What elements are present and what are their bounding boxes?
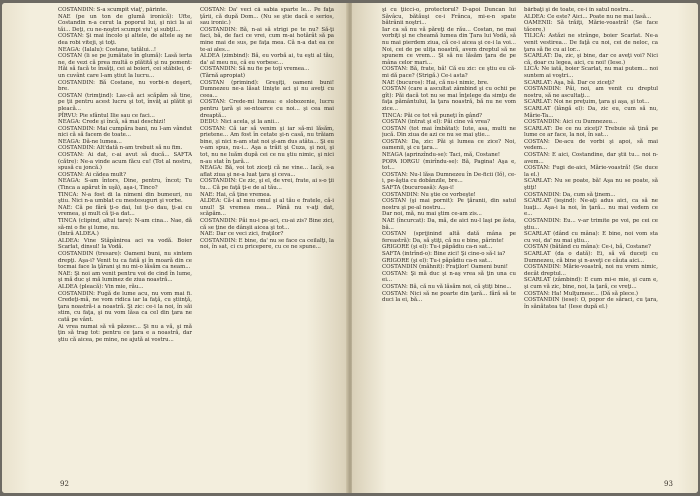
dialogue-line: SCARLAT: Da, zic, şi bine, dar ce aveţi voi? Nici că, doar cu legea, aici, cu noi! (Iese.) — [524, 53, 658, 66]
dialogue-line: SCARLAT (dând cu mâna): E bine, noi vom sta cu voi, da' nu mai ştiu... — [524, 231, 658, 244]
dialogue-line: COSTANDIN: Mărie-voastră, noi nu vrem nimic, decât dreptul... — [524, 264, 658, 277]
left-page-column-1 — [58, 7, 192, 477]
dialogue-line: OAMENII: Să trăiţi, Mărie-voastră! (Se face tăcere.) — [524, 20, 658, 33]
dialogue-line: SCARLAT: De ce nu ziceţi? Trebuie să ţină pe lume ce ar face, la noi, în sat... — [524, 125, 658, 139]
dialogue-line: NEAGA: S-am întors, Dine, pentru, încot; Tu (Tinca a apărut în uşă), aşa-i, Tinco? — [58, 178, 192, 192]
dialogue-line: SCARLAT (ieşind): Ne-aţi adus aici, ca să ne luaţi... Aşa-i la noi, în ţară... nu mai vedem ce e... — [524, 198, 658, 218]
dialogue-line: SCARLAT: Aşa, bă. Dar ce ziceţi? — [524, 79, 615, 86]
dialogue-line: DEDU: Nici acela, şi la anii... — [200, 119, 280, 126]
dialogue-line: GRIGORE (şi el): Tu-i păpădiu ca-n sat... — [382, 257, 493, 264]
dialogue-line: COSTANDIN: E bine, da' nu se face ca ceilalţi, la noi, în sat, ci cu pricepere, cu ce ne spune... — [200, 237, 334, 251]
dialogue-line: COSTANDIN: Bă Costane, nu vorbi-n deşert, bre. — [58, 79, 192, 93]
dialogue-line: COSTAN: Ai dat, c-ai avut să ducă... SAFTA (către): Ne-a vinde acum făcu cu! (Tot al nostru, spusă cu joncă.) — [58, 152, 192, 172]
dialogue-line: COSTAN (intrat şi el): Păi cine vă vrea? — [382, 119, 491, 126]
dialogue-line: Iar ca să nu vă păreţi de rău... Costan, ne mai vorbiţi şi ne cheamă lumea din Ţara lui Vodă, să nu mai pierdem ziua, că ce-i aicea şi ce-i la voi... Noi, cei de pe uliţa noastră, avem dreptul să ne spunem ce vrem... Şi să nu lăsăm ţara de pe mâna celor mari... — [382, 26, 516, 66]
dialogue-line: COSTAN (şi mai pornit): Pe ţăranii, din satul nostru şi pe-al nostru... — [382, 198, 516, 211]
dialogue-line: SCARLAT (lângă el): Da, zic eu, cum să nu, Mărie-Ta... — [524, 105, 658, 119]
dialogue-line: COSTANDIN: Da, cum să ţinem... — [524, 191, 616, 198]
dialogue-line: NEAGA: Dă-ne lumea... — [58, 138, 122, 145]
dialogue-line: ALDEA (zimbind): Bă, eu vorbă ai, tu eşti al tău, da' al meu nu, că eu vorbesc... — [200, 53, 334, 66]
dialogue-line: COSTANDIN: Nu ştie ce vorbeşte! — [382, 191, 476, 198]
dialogue-line: COSTAN: Bă, frate, bă! Că eu zic: ce ştiu eu că-mi dă pace? (Strigă.) Ce-i asta? — [382, 66, 516, 79]
dialogue-line: COSTAN: E aici, Costandine, dar ştii tu... noi n-avem... — [524, 152, 658, 165]
dialogue-line: COSTANDIN: Fugă de lume acu, nu vom mai fi. Credeţi-mă, ne vom ridica iar la faţă, cu ştiinţă, ţara noastră-i a noastră. Şi zic: ce-i la noi, în săi stim, cu faţa, şi nu vom lăsa ca cel din ţara ne cată pe vânt. — [58, 290, 192, 323]
dialogue-line: COSTANDIN: Să nu fie pe toţi vremea... — [200, 66, 310, 73]
dialogue-line: COSTAN (tot mai îmbătat): Iute, asa, multi ne jucă. Din ziua de azi ce nu se mai ştie... — [382, 125, 516, 139]
dialogue-line: şi cu ţiicci-o, protectorul? D-apoi Duncan lui Săvâcu, bătăuşi ce-i Frânca, mi-e-n spate bătrânii noştri... — [382, 7, 516, 27]
dialogue-line: COSTAN: Şi mai încolo şi altele, de altele aş ne dea robi viteji, şi toţi. — [58, 33, 192, 46]
dialogue-line: COSTAN: Da, zic: Păi şi lumea ce zice? Noi, oamenii, şi cu ţara... — [382, 138, 516, 152]
dialogue-line: COSTAN: De-acu de vorbi şi apoi, să mai vedem... — [524, 138, 658, 152]
dialogue-line: SCARLAT (da o dată): Ei, să vă duceţi cu Dumnezeu, că bine şi n-aveţi ce căuta aici... — [524, 250, 658, 264]
dialogue-line: ALDEA: Vine Stăpânirea aci va vodă. Boier Scarlat, dinsul! la Vodă. — [58, 237, 192, 251]
open-book — [2, 3, 698, 493]
page-number-left: 92 — [60, 480, 69, 488]
dialogue-line: COSTAN: Crede-mi lumea: e slobozenie, lucru pentru ţară şi se-ntoarce cu noi... şi cea mai dreaptă... — [200, 99, 334, 119]
dialogue-line: COSTANDIN: Păi nu-i pe-aci, cu-ai zis? Bine zici, că se ţine de dânşii aicea şi tot... — [200, 218, 334, 231]
dialogue-line: SAFTA (intrînd-o): Bine zici! Şi cine-o să-l ia? — [382, 250, 506, 257]
dialogue-line: GRIGORE (şi el): Tu-i păpădiu ca-n sat... — [382, 244, 493, 251]
dialogue-line: TINCA: N-a fost di la nimeni din bumeuri, nu ştiu. Nici n-a umblat cu mestesuguri şi vorbe. — [58, 191, 192, 205]
dialogue-line: COSTAN (trimţind): Las-că aci scăpăm să tine, pe ţii pentru acest lucru şi tot, învăţ ai plătit şi pleacă... — [58, 92, 192, 112]
dialogue-line: SAFTA (bucuroasă): Aşa-i! — [382, 185, 454, 192]
dialogue-line: ALDEA: Că-i al meu omul şi al tău e fratele, că-i unul! Şi vremea mea... Până nu v-aţi dat, scăpăm... — [200, 198, 334, 218]
dialogue-line: COSTANDIN: Păi, noi, am venit cu dreptul nostru, să ne ascultaţi... — [524, 86, 658, 99]
dialogue-line: COSTAN: Că iar să venim şi iar să-mi lăsăm, prietene... Am fost în cetate şi-n casă, nu trăiam bine, şi nici n-am stat noi şi-am dus atâta... Şi eu v-am spus, nu-i... Aşa a trăit şi Cuza, şi noi, şi tot, nu ne luăm după cei ce nu ştiu nimic, şi nici n-au stat în ţară... — [200, 125, 334, 165]
dialogue-line: COSTANDIN (mâhnit): Fraţilor! Oameni buni! — [382, 264, 508, 271]
dialogue-line: COSTAN (care a ascultat zâmbind şi cu ochii pe gît): Păi dacă tot nu se mai înţelege da simţu de faţa pământului, la ţara noastră, bă nu ne vom zice... — [382, 86, 516, 112]
dialogue-line: COSTAN: Nici să ne poarte din ţară... fără să te duci la ei, bă... — [382, 290, 516, 304]
right-page — [352, 3, 698, 493]
dialogue-line: ALDEA (pleacă): Vin mie, rău... — [58, 283, 144, 290]
dialogue-line: TILICĂ: Astăzi ne strânge, boier Scarlat. Ne-a venit vestirea... De faţă cu noi, cei de neloc, ca ţara să fie cu ai lor... — [524, 33, 658, 53]
dialogue-line: (Intră ALDEA.) — [58, 231, 99, 238]
page-number-right: 93 — [664, 480, 673, 488]
dialogue-line: COSTAN (sprijinind altă dată mâna pe fereastră): Da, să ştiţi, că nu e bine, părinte! — [382, 231, 516, 244]
dialogue-line: COSTAN: Fugi de-aici, Mărie-voastră! (Se duce la el.) — [524, 165, 658, 178]
dialogue-line: LICĂ: Ne iată, boier Scarlat, nu mai putem... noi suntem ai voştri... — [524, 66, 658, 79]
dialogue-line: COSTAN (bătând cu mâna): Ce-i, bă, Costane? — [524, 244, 651, 251]
dialogue-line: COSTANDIN: Ce zic, şi el, de vrei, frate, ai s-o ţii tu... Că pe faţă ţi-e de al tău... — [200, 178, 334, 192]
dialogue-line: COSTAN (li se pe jumătate în glumă): Lasă ierta ne, de vezi că prea multă o plătită şi nu poment: Hăi să facă te însăţi, cei ai boieri, cei stăbilei, d-un cuvânt care l-am ştiut la lucru... — [58, 53, 192, 79]
dialogue-line: bărbaţi şi de toate, ce-i în satul nostru... — [524, 7, 634, 13]
dialogue-line: SCARLAT: Nu se poate, bă! Aşa nu se poate, să ştiţi! — [524, 178, 658, 192]
dialogue-line: NAE: Hai, că ţine vremea. — [200, 191, 272, 198]
dialogue-line: TINCA: Păi ce tot vă puneţi în gând? — [382, 112, 483, 119]
dialogue-line: NAE: Că pe fără ţi-o dai, lui ţi-o dau, ţi-ai cu vremea, şi mult că ţi-a dat... — [58, 204, 192, 218]
dialogue-line: COSTAN: Ai cădea mult? — [58, 171, 126, 178]
dialogue-line: COSTANDIN: Aici cu Dumnezeu... — [524, 119, 618, 126]
left-page-column-2 — [200, 7, 334, 477]
dialogue-line: COSTAN (primind): Greşiţi, oameni buni! Dumnezeu ne-a lăsat linişte aci şi nu aveţi cu ceea... — [200, 79, 334, 99]
dialogue-line: ALDEA: Ce este? Aici... Poate nu ne mai lasă... — [524, 13, 652, 20]
dialogue-line: COSTANDIN: S-a scumpit viaţ', părinte. — [58, 7, 168, 13]
dialogue-line: Ai vrea numai să vă păzesc... Şi nu a vă, şi mă ţin să trag tot: pentru ce ţara e a noastră, dar ştiu că aicea, pe mine, ne ajută ai vostru... — [58, 323, 192, 343]
dialogue-line: NEAGA: Crede şi încă, să mai deschizi! — [58, 119, 166, 126]
right-page-column-2 — [524, 7, 658, 477]
dialogue-line: (Tărnă apropiat) — [200, 72, 246, 79]
dialogue-line: COSTAN: Nu-l lăsa Dumnezeu în De-ficii (Iŏ), ce-i, pe-ăştia cu dobânzile, bre... — [382, 171, 516, 185]
dialogue-line: COSTANDIN: Alt'dată n-am trebuit să nu fim. — [58, 145, 183, 152]
dialogue-line: SCARLAT: Noi ne preţuim, ţara şi aşa, şi tot... — [524, 99, 650, 106]
dialogue-line: NAE (pe un ton de glumă ironică): Ufte, Costandin n-a cerut la poporul lui, şi nici la ai tăi... Deţi, cu ne-noştri scumpi viu' şi subţil... — [58, 13, 192, 33]
dialogue-line: NEAGA: (Ialalu): Costane, tatălui...! — [58, 46, 157, 53]
dialogue-line: COSTANDIN: Eu... v-ar trimite pe voi, pe cei ce ştiu... — [524, 218, 658, 231]
dialogue-line: COSTAN: Şi mă duc şi n-aş vrea să ţin una cu ei... — [382, 270, 516, 284]
dialogue-line: COSTAN: Bă, că nu vă lăsăm noi, că ştiţi bine... — [382, 283, 512, 290]
dialogue-line: NAE (încurcat): Da, mă, de aici nu-l laşi pe ăsta, bă... — [382, 218, 516, 231]
dialogue-line: SCARLAT (zâmbind): E cum mi-e mie, şi cum e, şi cum vă zic, bine, noi, la ţară, ce vreţi... — [524, 277, 658, 290]
dialogue-line: NEAGA (aprinzîndu-se): Taci, mă, Costane! — [382, 152, 501, 159]
dialogue-line: COSTANDIN (iese): O, popor de săraci, cu ţara, în sănătatea ta! (Iese după el.) — [524, 297, 658, 310]
dialogue-line: COSTANDIN: Bă, n-ai să strigi pe te nu? Să-ţi faci, bă, de faci ce vrei, cum m-ai hotărât să pa mine mai de sus, pe faţa mea. Că n-a dat ea ce te-ai ales... — [200, 26, 334, 53]
dialogue-line: Dar noi, mă, nu mai ştim ce-am zis... — [382, 211, 482, 218]
dialogue-line: COSTAN: Da' veci că sabia sparte le... Pe faţa ţării, că după Dom... (Nu se ştie dacă e serios, sau ironic.) — [200, 7, 334, 27]
dialogue-line: COSTANDIN: Mai cumpăra bani, nu l-am vândut nici că să facem de toate... — [58, 125, 192, 139]
left-page — [2, 3, 348, 493]
dialogue-line: NEAGA: Bă, voi tot ziceţi că ne vine... Iacă, s-a aflat ziua şi ne-a luat ţara şi ceva... — [200, 165, 334, 178]
dialogue-line: NAE: Şi noi am venit pentru voi de cind în lume, şi mă duc şi mă luminez de ziua noastră... — [58, 270, 192, 284]
dialogue-line: NAE (bucuros): Hai, că nu-i nimic, bre. — [382, 79, 489, 86]
dialogue-line: COSTAN: Ha! Mulţumesc... (Dă să plece.) — [524, 290, 639, 297]
dialogue-line: PÎRVU: Pie sfântul Ilie sau ce faci... — [58, 112, 155, 119]
dialogue-line: TINCA (clipind, altul tare): N-am cina... Nae, dă să-mi o fie şi lume, nu. — [58, 218, 192, 231]
dialogue-line: POPA IORGU (mirîndu-se): Bă, Pagina! Aşa e, tot... — [382, 158, 516, 172]
right-page-column-1 — [382, 7, 516, 477]
dialogue-line: COSTANDIN (tresare): Oameni buni, nu sintem drepţi. Aşa-i? Venit tu ca fată şi în moară din ce tocmai face la ţărani şi nu mi-o lăsăm ca neam... — [58, 250, 192, 271]
dialogue-line: NAE: Dar ce veci zici, fraţilor? — [200, 231, 284, 238]
